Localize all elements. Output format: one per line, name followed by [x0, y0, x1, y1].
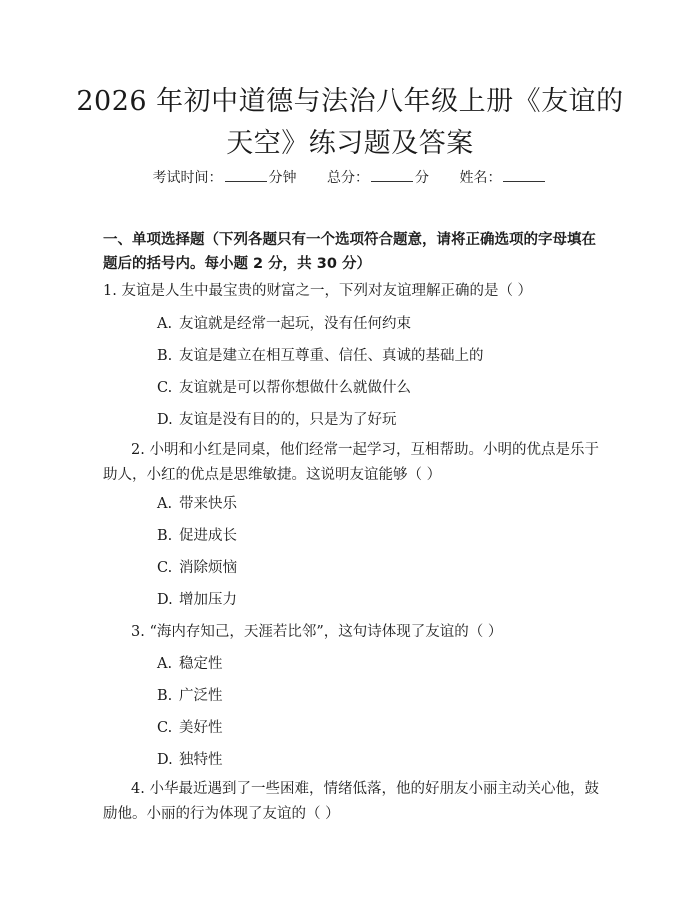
option-letter: D. [157, 752, 173, 768]
question-stem [103, 777, 603, 827]
option-letter: B. [157, 688, 173, 704]
option-letter: C. [157, 560, 173, 576]
question-stem [103, 620, 603, 645]
option-letter: A. [157, 316, 173, 332]
option-letter: D. [157, 412, 173, 428]
exam-time-unit: 分钟 [268, 170, 297, 186]
question-option[interactable] [157, 750, 223, 770]
question-stem-text: 4. 小华最近遇到了一些困难，情绪低落，他的好朋友小丽主动关心他，鼓励他。小丽的行为体现了友谊的（ ） [103, 781, 599, 822]
option-letter: B. [157, 348, 173, 364]
question-option[interactable] [157, 378, 411, 398]
question-option[interactable] [157, 314, 411, 334]
exam-info-row [0, 168, 700, 188]
option-text: 友谊是建立在相互尊重、信任、真诚的基础上的 [179, 348, 484, 364]
question-stem: 1. 友谊是人生中最宝贵的财富之一，下列对友谊理解正确的是（ ） [103, 283, 533, 299]
option-text: 友谊是没有目的的，只是为了好玩 [179, 412, 397, 428]
option-text: 稳定性 [179, 656, 223, 672]
question-option[interactable] [157, 494, 237, 514]
student-name-field [459, 168, 547, 188]
document-title-line-2: 天空》练习题及答案 [226, 128, 474, 159]
question-option[interactable] [157, 346, 484, 366]
option-text: 消除烦恼 [179, 560, 237, 576]
question-stem-text: 3. “海内存知己，天涯若比邻”，这句诗体现了友谊的（ ） [131, 624, 503, 640]
option-letter: A. [157, 496, 173, 512]
section-heading: 一、单项选择题（下列各题只有一个选项符合题意，请将正确选项的字母填在题后的括号内。每小题 2 分，共 30 分） [103, 232, 596, 272]
total-score-field [327, 168, 429, 188]
exam-time-blank[interactable] [225, 168, 267, 182]
total-score-label: 总分： [327, 170, 369, 186]
question-option[interactable] [157, 590, 237, 610]
option-text: 独特性 [179, 752, 223, 768]
option-letter: C. [157, 720, 173, 736]
option-letter: D. [157, 592, 173, 608]
student-name-blank[interactable] [503, 168, 545, 182]
option-text: 美好性 [179, 720, 223, 736]
exam-time-label: 考试时间： [152, 170, 223, 186]
option-letter: C. [157, 380, 173, 396]
option-text: 广泛性 [179, 688, 223, 704]
question-option[interactable] [157, 686, 223, 706]
question-stem [103, 438, 603, 488]
option-text: 增加压力 [179, 592, 237, 608]
exam-time-field [153, 168, 297, 188]
option-text: 带来快乐 [179, 496, 237, 512]
question-stem-text: 2. 小明和小红是同桌，他们经常一起学习，互相帮助。小明的优点是乐于助人，小红的优点是思维敏捷。这说明友谊能够（ ） [103, 442, 599, 483]
question-option[interactable] [157, 558, 237, 578]
student-name-label: 姓名： [459, 170, 502, 186]
option-text: 友谊就是可以帮你想做什么就做什么 [179, 380, 411, 396]
option-letter: B. [157, 528, 173, 544]
question-option[interactable] [157, 718, 223, 738]
option-letter: A. [157, 656, 173, 672]
question-option[interactable] [157, 410, 397, 430]
total-score-unit: 分 [415, 170, 429, 186]
option-text: 促进成长 [179, 528, 237, 544]
question-option[interactable] [157, 526, 237, 546]
option-text: 友谊就是经常一起玩，没有任何约束 [179, 316, 411, 332]
document-title-line-1: 2026 年初中道德与法治八年级上册《友谊的 [76, 86, 624, 117]
total-score-blank[interactable] [371, 168, 413, 182]
question-option[interactable] [157, 654, 223, 674]
